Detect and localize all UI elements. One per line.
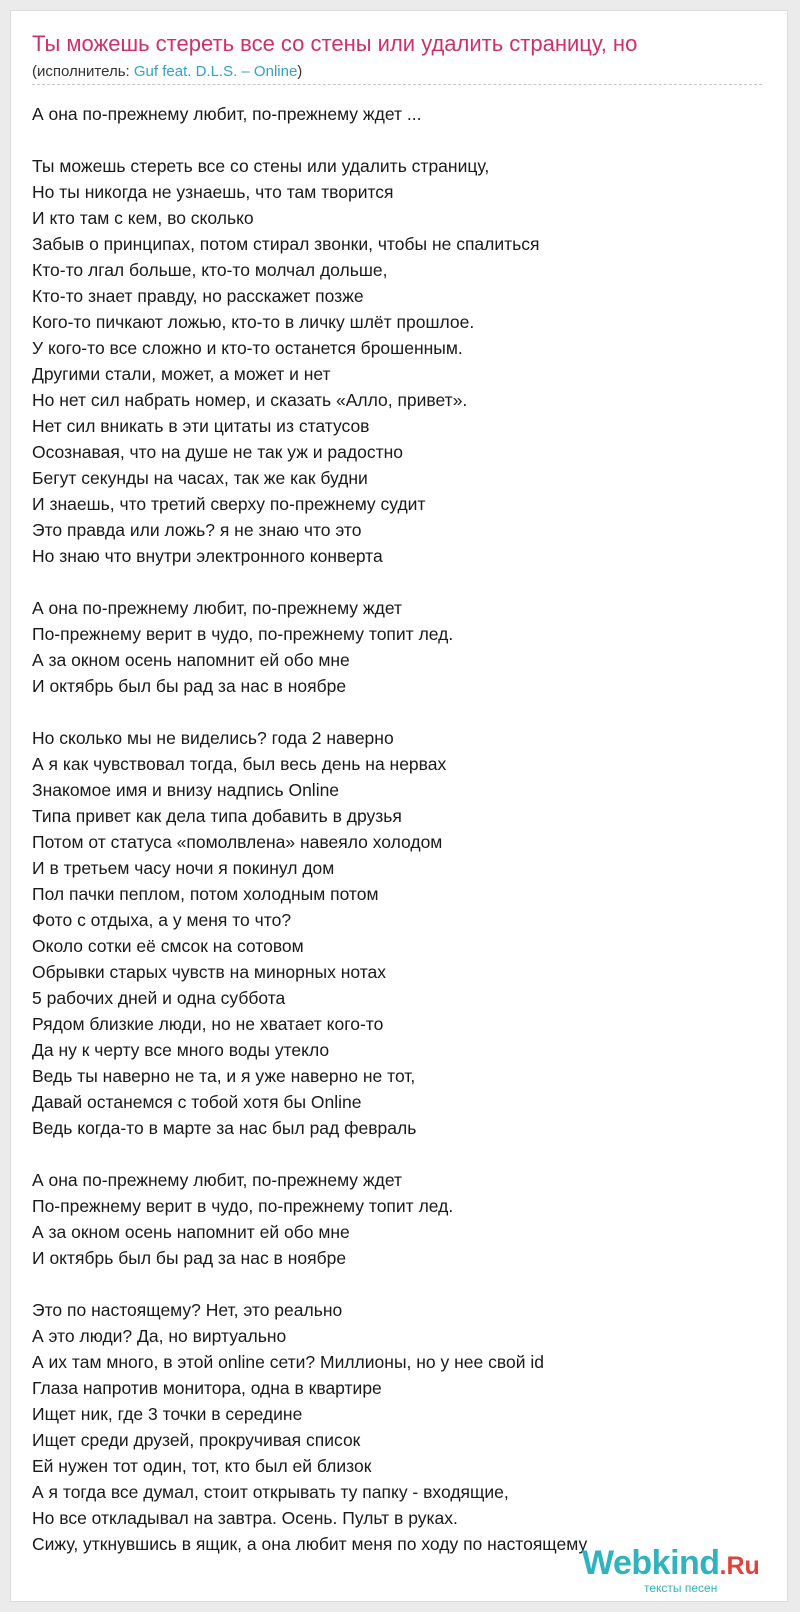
logo-tld: .Ru: [719, 1552, 760, 1580]
lyric-line: Давай останемся с тобой хотя бы Online: [32, 1092, 362, 1112]
logo-tagline: тексты песен: [644, 1581, 718, 1595]
lyric-line: Обрывки старых чувств на минорных нотах: [32, 962, 387, 982]
lyric-line: А я как чувствовал тогда, был весь день на нервах: [32, 754, 447, 774]
stanza-gap: [32, 699, 752, 725]
lyric-line: И знаешь, что третий сверху по-прежнему судит: [32, 494, 426, 514]
lyric-line: Кто-то лгал больше, кто-то молчал дольше,: [32, 260, 388, 280]
lyric-line: Но нет сил набрать номер, и сказать «Алло, привет».: [32, 390, 468, 410]
lyric-line: Но все откладывал на завтра. Осень. Пульт в руках.: [32, 1508, 458, 1528]
lyric-line: Ведь ты наверно не та, и я уже наверно не тот,: [32, 1066, 416, 1086]
lyric-line: Это правда или ложь? я не знаю что это: [32, 520, 362, 540]
performer-link[interactable]: Guf feat. D.L.S. – Online: [133, 63, 298, 80]
performer-line: [32, 63, 302, 81]
title-divider: [32, 84, 762, 85]
lyric-line: Знакомое имя и внизу надпись Online: [32, 780, 340, 800]
stanza-gap: [32, 569, 752, 595]
lyric-line: Кто-то знает правду, но расскажет позже: [32, 286, 364, 306]
lyric-line: Сижу, уткнувшись в ящик, а она любит меня по ходу по настоящему: [32, 1534, 588, 1554]
stanza-gap: [32, 1271, 752, 1297]
lyric-line: А это люди? Да, но виртуально: [32, 1326, 287, 1346]
lyric-line: Ведь когда-то в марте за нас был рад февраль: [32, 1118, 417, 1138]
lyric-line: По-прежнему верит в чудо, по-прежнему топит лед.: [32, 1196, 454, 1216]
lyric-line: Да ну к черту все много воды утекло: [32, 1040, 330, 1060]
lyric-line: И октябрь был бы рад за нас в ноябре: [32, 676, 347, 696]
lyric-line: 5 рабочих дней и одна суббота: [32, 988, 286, 1008]
lyric-line: А она по-прежнему любит, по-прежнему ждет: [32, 1170, 402, 1190]
lyric-line: А она по-прежнему любит, по-прежнему ждет ...: [32, 104, 422, 124]
site-logo[interactable]: [582, 1543, 782, 1601]
lyric-line: Потом от статуса «помолвлена» навеяло холодом: [32, 832, 443, 852]
lyric-line: Около сотки её смсок на сотовом: [32, 936, 304, 956]
lyric-line: А за окном осень напомнит ей обо мне: [32, 1222, 350, 1242]
lyric-line: Глаза напротив монитора, одна в квартире: [32, 1378, 382, 1398]
lyric-line: Фото с отдыха, а у меня то что?: [32, 910, 292, 930]
lyric-line: Осознавая, что на душе не так уж и радостно: [32, 442, 403, 462]
lyric-line: Это по настоящему? Нет, это реально: [32, 1300, 343, 1320]
lyrics-text: [32, 101, 752, 1557]
lyric-line: И кто там с кем, во сколько: [32, 208, 254, 228]
lyric-line: И октябрь был бы рад за нас в ноябре: [32, 1248, 347, 1268]
lyric-line: Но ты никогда не узнаешь, что там творится: [32, 182, 394, 202]
stanza-gap: [32, 127, 752, 153]
lyric-line: Другими стали, может, а может и нет: [32, 364, 331, 384]
lyric-line: Но сколько мы не виделись? года 2 наверно: [32, 728, 394, 748]
lyric-line: Ищет ник, где 3 точки в середине: [32, 1404, 303, 1424]
lyric-line: Забыв о принципах, потом стирал звонки, чтобы не спалиться: [32, 234, 540, 254]
stanza-gap: [32, 1141, 752, 1167]
logo-wordmark: [582, 1543, 760, 1586]
lyric-line: Но знаю что внутри электронного конверта: [32, 546, 383, 566]
lyric-line: Бегут секунды на часах, так же как будни: [32, 468, 368, 488]
logo-name: Webkind: [582, 1544, 720, 1582]
lyric-line: Ищет среди друзей, прокручивая список: [32, 1430, 361, 1450]
page-title: Ты можешь стереть все со стены или удалить страницу, но: [32, 31, 638, 56]
lyric-line: А за окном осень напомнит ей обо мне: [32, 650, 350, 670]
lyric-line: Нет сил вникать в эти цитаты из статусов: [32, 416, 370, 436]
lyric-line: Ты можешь стереть все со стены или удалить страницу,: [32, 156, 490, 176]
lyric-line: Кого-то пичкают ложью, кто-то в личку шлёт прошлое.: [32, 312, 475, 332]
lyric-line: По-прежнему верит в чудо, по-прежнему топит лед.: [32, 624, 454, 644]
lyric-line: Пол пачки пеплом, потом холодным потом: [32, 884, 379, 904]
lyric-line: Типа привет как дела типа добавить в друзья: [32, 806, 402, 826]
lyric-line: Ей нужен тот один, тот, кто был ей близок: [32, 1456, 372, 1476]
lyric-line: Рядом близкие люди, но не хватает кого-то: [32, 1014, 384, 1034]
lyric-line: А она по-прежнему любит, по-прежнему ждет: [32, 598, 402, 618]
performer-suffix: ): [297, 63, 303, 80]
lyric-line: У кого-то все сложно и кто-то останется брошенным.: [32, 338, 463, 358]
lyric-line: А я тогда все думал, стоит открывать ту папку - входящие,: [32, 1482, 509, 1502]
performer-prefix: (исполнитель:: [32, 63, 134, 80]
lyric-line: И в третьем часу ночи я покинул дом: [32, 858, 335, 878]
lyric-line: А их там много, в этой online сети? Миллионы, но у нее свой id: [32, 1352, 544, 1372]
